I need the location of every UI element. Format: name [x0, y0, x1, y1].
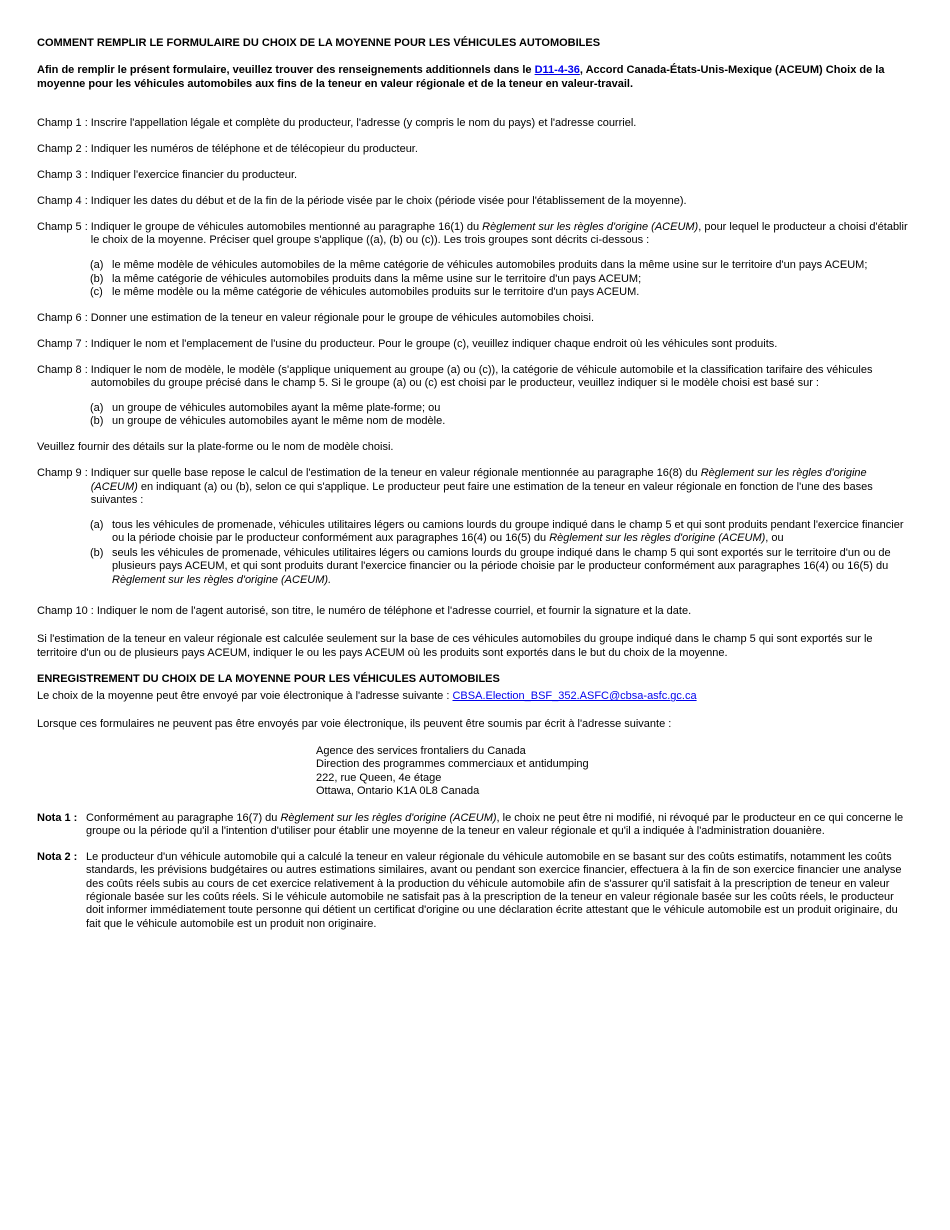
registration-heading: ENREGISTREMENT DU CHOIX DE LA MOYENNE POUR LES VÉHICULES AUTOMOBILES [37, 672, 500, 685]
intro-text-before: Afin de remplir le présent formulaire, veuillez trouver des renseignements additionnels dans le [37, 64, 535, 77]
estimation-note: Si l'estimation de la teneur en valeur régionale est calculée seulement sur la base de ces véhicules automobiles du groupe indiqué dans le champ 5 qui sont exportés sur le territoire d'un ou de plusieurs pays ACEUM, indiquer le ou les pays ACEUM où les produits sont exportés dans le but du choix de la moyenne. [37, 633, 873, 659]
reglement-ref: Règlement sur les règles d'origine (ACEUM) [482, 220, 699, 233]
champ-9 [37, 467, 912, 507]
list-item: (a) le même modèle de véhicules automobiles de la même catégorie de véhicules automobiles produits dans la même usine sur le territoire d'un pays ACEUM; [90, 259, 868, 272]
champ-10 [37, 605, 912, 618]
instructions-page [37, 37, 912, 944]
d11-4-36-link[interactable]: D11-4-36 [534, 64, 580, 77]
champ-5-text: Indiquer le groupe de véhicules automobiles mentionné au paragraphe 16(1) du Règlement sur les règles d'origine (ACEUM), pour lequel le producteur a choisi d'établir le choix de la moyenne. Préciser quel groupe s'applique ((a), (b) ou (c)). Les trois groupes sont décrits ci-dessous : [90, 220, 908, 247]
champ-10-text: Indiquer le nom de l'agent autorisé, son titre, le numéro de téléphone et l'adresse courriel, et fournir la signature et la date. [96, 604, 692, 617]
champ-3 [37, 169, 912, 182]
list-item: (a) un groupe de véhicules automobiles ayant la même plate-forme; ou [90, 402, 441, 414]
list-item: (b) un groupe de véhicules automobiles ayant le même nom de modèle. [90, 415, 446, 428]
intro-text-after: , Accord Canada-États-Unis-Mexique (ACEUM) Choix de la moyenne pour les véhicules automobiles aux fins de la teneur en valeur régionale et de la teneur en valeur-travail. [37, 64, 885, 90]
champ-3-label: Champ 3 : [37, 169, 88, 182]
list-item: (c) le même modèle ou la même catégorie de véhicules automobiles produits sur le territoire d'un pays ACEUM. [90, 285, 640, 298]
champ-9-basis-list [37, 519, 912, 587]
champ-8-label: Champ 8 : [37, 363, 88, 376]
champ-2-text: Indiquer les numéros de téléphone et de télécopieur du producteur. [90, 143, 418, 156]
mailing-address [316, 745, 912, 799]
mail-paragraph: Lorsque ces formulaires ne peuvent pas être envoyés par voie électronique, ils peuvent être soumis par écrit à l'adresse suivante : [37, 717, 672, 730]
champ-8 [37, 364, 912, 391]
champ-1-text: Inscrire l'appellation légale et complète du producteur, l'adresse (y compris le nom du pays) et l'adresse courriel. [90, 117, 637, 130]
nota-1-label: Nota 1 : [37, 811, 78, 824]
address-line: Agence des services frontaliers du Canada [316, 744, 526, 757]
champ-6-text: Donner une estimation de la teneur en valeur régionale pour le groupe de véhicules automobiles choisi. [90, 311, 595, 324]
address-line: Direction des programmes commerciaux et antidumping [316, 758, 589, 771]
champ-6 [37, 312, 912, 325]
nota-2-label: Nota 2 : [37, 850, 78, 863]
address-line: 222, rue Queen, 4e étage [316, 771, 442, 784]
champ-4-label: Champ 4 : [37, 194, 88, 207]
champ-10-label: Champ 10 : [37, 604, 94, 617]
champ-8-basis-list [37, 402, 912, 429]
nota-2 [37, 851, 912, 931]
page-title: COMMENT REMPLIR LE FORMULAIRE DU CHOIX DE LA MOYENNE POUR LES VÉHICULES AUTOMOBILES [37, 37, 601, 49]
nota-1 [37, 812, 912, 839]
champ-1 [37, 117, 912, 130]
intro-paragraph [37, 64, 912, 91]
details-paragraph: Veuillez fournir des détails sur la plate-forme ou le nom de modèle choisi. [37, 441, 394, 454]
champ-8-text: Indiquer le nom de modèle, le modèle (s'applique uniquement au groupe (a) ou (c)), la catégorie de véhicule automobile et la classification tarifaire des véhicules automobiles du groupe précisé dans le champ 5. Si le groupe (a) ou (c) est choisi par le producteur, veuillez indiquer si le modèle choisi est basé sur : [90, 363, 873, 390]
list-item: (b) la même catégorie de véhicules automobiles produits dans la même usine sur le territoire d'un pays ACEUM; [90, 272, 642, 285]
champ-5-group-list [37, 259, 912, 299]
champ-3-text: Indiquer l'exercice financier du producteur. [90, 169, 298, 182]
champ-4-text: Indiquer les dates du début et de la fin de la période visée par le choix (période visée pour l'établissement de la moyenne). [90, 194, 687, 207]
champ-9-label: Champ 9 : [37, 467, 88, 480]
reglement-ref: Règlement sur les règles d'origine (ACEUM) [549, 532, 766, 545]
reglement-ref: Règlement sur les règles d'origine (ACEUM). [112, 573, 332, 586]
champ-9-text: Indiquer sur quelle base repose le calcul de l'estimation de la teneur en valeur régionale mentionnée au paragraphe 16(8) du Règlement sur les règles d'origine (ACEUM) en indiquant (a) ou (b), selon ce qui s'applique. Le producteur peut faire une estimation de la teneur en valeur régionale en fonction de l'une des bases suivantes : [90, 467, 873, 507]
champ-5 [37, 221, 912, 248]
email-link[interactable]: CBSA.Election_BSF_352.ASFC@cbsa-asfc.gc.ca [452, 690, 697, 703]
champ-2 [37, 143, 912, 156]
champ-7-text: Indiquer le nom et l'emplacement de l'usine du producteur. Pour le groupe (c), veuillez indiquer chaque endroit où les véhicules sont produits. [90, 337, 778, 350]
champ-5-label: Champ 5 : [37, 220, 88, 233]
champ-1-label: Champ 1 : [37, 117, 88, 130]
list-item: (b) seuls les véhicules de promenade, véhicules utilitaires légers ou camions lourds du groupe indiqué dans le champ 5 qui sont exportés sur le territoire d'un ou de plusieurs pays ACEUM, et qui sont produits durant l'exercice financier ou la période choisie par le producteur conformément aux paragraphes 16(4) ou 16(5) du Règlement sur les règles d'origine (ACEUM). [90, 546, 891, 586]
champ-2-label: Champ 2 : [37, 143, 88, 156]
reglement-ref: Règlement sur les règles d'origine (ACEUM) [90, 467, 867, 493]
email-paragraph: Le choix de la moyenne peut être envoyé par voie électronique à l'adresse suivante : CBSA.Election_BSF_352.ASFC@cbsa-asfc.gc.ca [37, 690, 697, 703]
reglement-ref: Règlement sur les règles d'origine (ACEUM) [280, 811, 497, 824]
address-line: Ottawa, Ontario K1A 0L8 Canada [316, 785, 480, 798]
champ-7 [37, 338, 912, 351]
nota-2-text: Le producteur d'un véhicule automobile qui a calculé la teneur en valeur régionale du véhicule automobile en se basant sur des coûts estimatifs, notamment les coûts standards, les prévisions budgétaires ou autres estimations similaires, avant ou pendant son exercice financier, effectuera à la fin de son exercice financier une analyse des coûts réels subis au cours de cet exercice relativement à la production du véhicule automobile afin de s'assurer qu'il satisfait à la prescription de teneur en valeur régionale basée sur les coûts réels. Si le véhicule automobile ne satisfait pas à la prescription de la teneur en valeur régionale basée sur les coûts réels, le producteur doit informer immédiatement toute personne qui détient un certificat d'origine ou une déclaration écrite attestant que le véhicule automobile est un produit originaire, du fait que le véhicule automobile est un produit non originaire. [86, 850, 902, 930]
list-item: (a) tous les véhicules de promenade, véhicules utilitaires légers ou camions lourds du groupe indiqué dans le champ 5 et qui sont produits pendant l'exercice financier ou la période choisie par le producteur conformément aux paragraphes 16(4) ou 16(5) du Règlement sur les règles d'origine (ACEUM), ou [90, 518, 904, 545]
champ-7-label: Champ 7 : [37, 337, 88, 350]
champ-6-label: Champ 6 : [37, 311, 88, 324]
nota-1-text: Conformément au paragraphe 16(7) du Règlement sur les règles d'origine (ACEUM), le choix ne peut être ni modifié, ni révoqué par le producteur en ce qui concerne le groupe ou la période qu'il a l'intention d'utiliser pour établir une moyenne de la teneur en valeur régionale et qu'il a indiquée à l'administration douanière. [86, 811, 904, 837]
champ-4 [37, 195, 912, 208]
